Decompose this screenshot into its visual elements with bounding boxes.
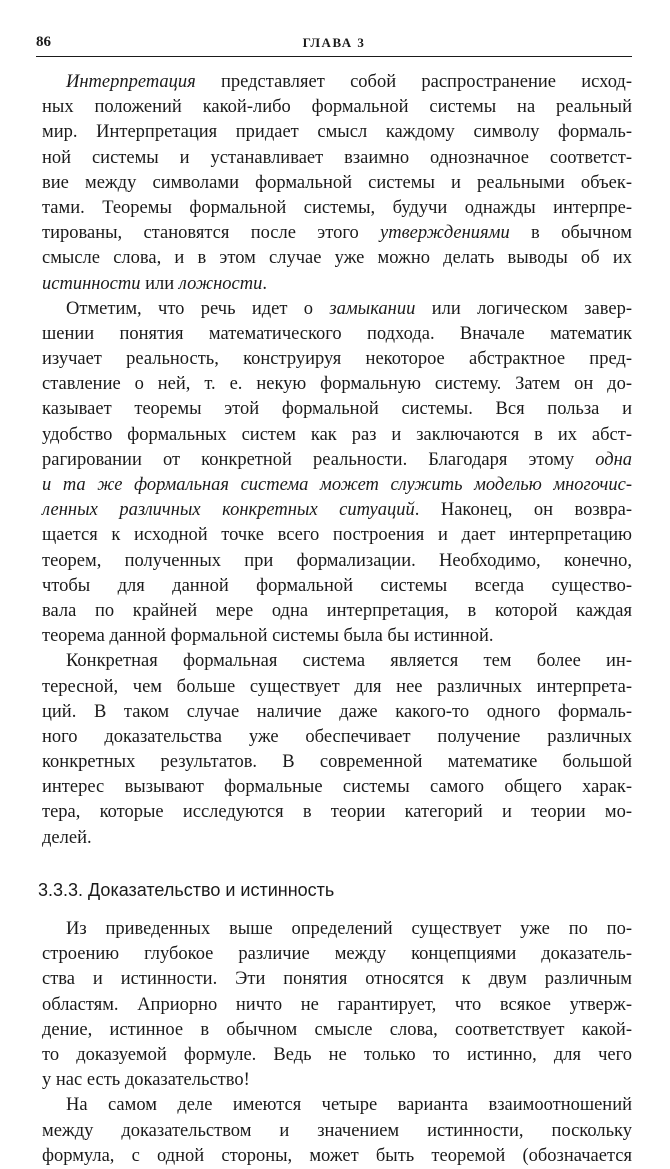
paragraph-closure [42,297,632,650]
term-interpretation: Интерпретация [66,72,196,92]
paragraph-concrete-system [42,649,632,851]
term-falsity: ложности [178,273,263,294]
text-line: мир. Интерпретация придает смысл каждому символу формаль- [42,122,632,143]
paragraph-interpretation [42,70,632,297]
section-heading: 3.3.3. Доказательство и истинность [38,879,335,900]
page-header [36,34,632,57]
text-line: теорем, полученных при формализации. Необходимо, конечно, [42,550,632,571]
text-line: ного доказательства уже обеспечивает получение различных [42,726,632,747]
text-line: истинности или ложности. [42,273,267,294]
text-line: Интерпретация представляет собой распространение исход- [66,72,632,92]
paragraph-four-variants [42,1093,632,1169]
text-line: На самом деле имеются четыре варианта взаимоотношений [66,1095,632,1116]
text-line: тера, которые исследуются в теории категорий и теории мо- [42,802,632,823]
text-line: вие между символами формальной системы и реальными объек- [42,172,632,193]
text-line: казывает теоремы этой формальной системы. Вся польза и [42,399,632,420]
text-line: изучает реальность, конструируя некоторое абстрактное пред- [42,349,632,370]
text-line: Конкретная формальная система является тем более ин- [66,651,632,672]
text-line: ставление о ней, т. е. некую формальную систему. Затем он до- [42,374,632,395]
text-line: то доказуемой формуле. Ведь не только то истинно, для чего [42,1044,632,1065]
text-line: ных положений какой-либо формальной системы на реальный [42,97,632,118]
text-line: тересной, чем больше существует для нее различных интерпрета- [42,676,632,697]
text-line: конкретных результатов. В современной математике большой [42,752,632,773]
paragraph-proof-truth [42,917,632,1093]
text-line: смысле слова, и в этом случае уже можно делать выводы об их [42,248,632,269]
text-line: у нас есть доказательство! [42,1070,250,1091]
text-line: областям. Априорно ничто не гарантирует, что всякое утверж- [42,994,632,1015]
running-title: ГЛАВА 3 [302,35,366,50]
text-line: формула, с одной стороны, может быть теоремой (обозначается [42,1145,632,1166]
text-line: дение, истинное в обычном смысле слова, соответствует какой- [42,1019,632,1040]
text-line: интерес вызывают формальные системы самого общего харак- [42,777,632,798]
text-line: между доказательством и значением истинности, поскольку [42,1120,632,1141]
text-line: делей. [42,827,92,848]
text-line: строению глубокое различие между концепциями доказатель- [42,944,632,965]
text-line: вала по крайней мере одна интерпретация, в которой каждая [42,600,632,621]
text-line: Из приведенных выше определений существует уже по по- [66,919,632,939]
text-line-emphasis: и та же формальная система может служить моделью многочис- [42,475,632,495]
text-line: шении понятия математического подхода. Вначале математик [42,323,632,344]
term-statements: утверждениями [380,223,510,244]
term-closure: замыкании [329,298,416,319]
term-truth: истинности [42,273,141,294]
text-line: удобство формальных систем как раз и заключаются в их абст- [42,424,632,445]
text-line: чтобы для данной формальной системы всегда существо- [42,575,632,596]
text-line: Отметим, что речь идет о замыкании или логическом завер- [66,298,632,319]
page-body [38,70,632,1169]
text-line: рагировании от конкретной реальности. Благодаря этому одна [42,449,632,470]
text-line: ленных различных конкретных ситуаций. Наконец, он возвра- [42,500,632,521]
text-line: тированы, становятся после этого утверждениями в обычном [42,223,632,244]
text-line: тами. Теоремы формальной системы, будучи однажды интерпре- [42,197,632,218]
text-line: ства и истинности. Эти понятия относятся к двум различным [42,969,632,990]
text-line: ций. В таком случае наличие даже какого-то одного формаль- [42,701,632,722]
page-number: 86 [36,34,51,50]
text-line: ной системы и устанавливает взаимно однозначное соответст- [42,147,632,168]
text-line: щается к исходной точке всего построения и дает интерпретацию [42,525,632,546]
text-line: теорема данной формальной системы была бы истинной. [42,626,494,647]
